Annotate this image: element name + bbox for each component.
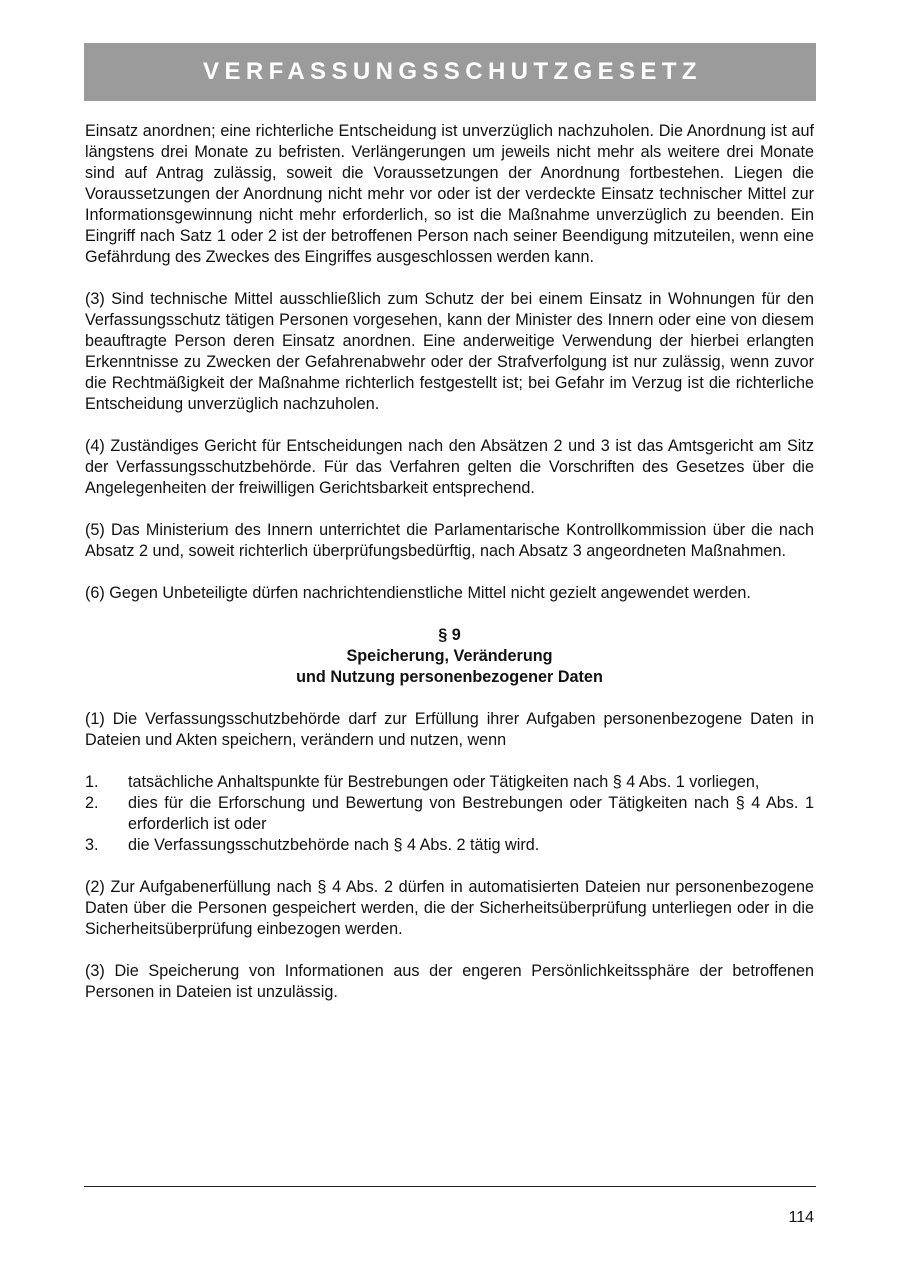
enumeration-list — [85, 772, 814, 856]
section-title-line-2: und Nutzung personenbezogener Daten — [296, 668, 603, 686]
list-item-text: tatsächliche Anhaltspunkte für Bestrebungen oder Tätigkeiten nach § 4 Abs. 1 vorliegen, — [128, 773, 760, 791]
section-number: § 9 — [438, 626, 461, 644]
list-item — [85, 772, 814, 793]
header-banner — [84, 43, 816, 101]
document-title: VERFASSUNGSSCHUTZGESETZ — [203, 58, 702, 85]
page-number: 114 — [788, 1209, 814, 1226]
list-item-number: 2. — [85, 794, 99, 812]
section-paragraph-1: (1) Die Verfassungsschutzbehörde darf zur Erfüllung ihrer Aufgaben personenbezogene Daten in Dateien und Akten speichern, verändern und nutzen, wenn — [85, 710, 814, 749]
paragraph-continuation: Einsatz anordnen; eine richterliche Entscheidung ist unverzüglich nachzuholen. Die Anordnung ist auf längstens drei Monate zu befristen. Verlängerungen um jeweils nicht mehr als weitere drei Monate sind auf Antrag zulässig, soweit die Voraussetzungen der Anordnung fortbestehen. Liegen die Voraussetzungen der Anordnung nicht mehr vor oder ist der verdeckte Einsatz technischer Mittel zur Informationsgewinnung nicht mehr erforderlich, so ist die Maßnahme unverzüglich zu beenden. Ein Eingriff nach Satz 1 oder 2 ist der betroffenen Person nach seiner Beendigung mitzuteilen, wenn eine Gefährdung des Zweckes des Eingriffes ausgeschlossen werden kann. — [85, 122, 814, 266]
list-item — [85, 835, 814, 856]
section-paragraph-3: (3) Die Speicherung von Informationen aus der engeren Persönlichkeitssphäre der betroffenen Personen in Dateien ist unzulässig. — [85, 962, 814, 1001]
section-title-line-1: Speicherung, Veränderung — [346, 647, 553, 665]
document-body — [85, 121, 814, 1024]
paragraph-3: (3) Sind technische Mittel ausschließlich zum Schutz der bei einem Einsatz in Wohnungen für den Verfassungsschutz tätigen Personen vorgesehen, kann der Minister des Innern oder eine von diesem beauftragte Person deren Einsatz anordnen. Eine anderweitige Verwendung der hierbei erlangten Erkenntnisse zu Zwecken der Gefahrenabwehr oder der Strafverfolgung ist nur zulässig, wenn zuvor die Rechtmäßigkeit der Maßnahme richterlich festgestellt ist; bei Gefahr im Verzug ist die richterliche Entscheidung unverzüglich nachzuholen. — [85, 290, 814, 413]
list-item — [85, 793, 814, 835]
paragraph-6: (6) Gegen Unbeteiligte dürfen nachrichtendienstliche Mittel nicht gezielt angewendet werden. — [85, 584, 751, 602]
paragraph-5: (5) Das Ministerium des Innern unterrichtet die Parlamentarische Kontrollkommission über die nach Absatz 2 und, soweit richterlich überprüfungsbedürftig, nach Absatz 3 angeordneten Maßnahmen. — [85, 521, 814, 560]
footer-divider — [84, 1186, 816, 1187]
section-heading — [85, 625, 814, 688]
list-item-number: 1. — [85, 773, 99, 791]
section-paragraph-2: (2) Zur Aufgabenerfüllung nach § 4 Abs. 2 dürfen in automatisierten Dateien nur personenbezogene Daten über die Personen gespeichert werden, die der Sicherheitsüberprüfung unterliegen oder in die Sicherheitsüberprüfung einbezogen werden. — [85, 878, 814, 938]
list-item-text: dies für die Erforschung und Bewertung von Bestrebungen oder Tätigkeiten nach § 4 Abs. 1 erforderlich ist oder — [128, 794, 814, 833]
list-item-text: die Verfassungsschutzbehörde nach § 4 Abs. 2 tätig wird. — [128, 836, 540, 854]
list-item-number: 3. — [85, 836, 99, 854]
paragraph-4: (4) Zuständiges Gericht für Entscheidungen nach den Absätzen 2 und 3 ist das Amtsgericht am Sitz der Verfassungsschutzbehörde. Für das Verfahren gelten die Vorschriften des Gesetzes über die Angelegenheiten der freiwilligen Gerichtsbarkeit entsprechend. — [85, 437, 814, 497]
